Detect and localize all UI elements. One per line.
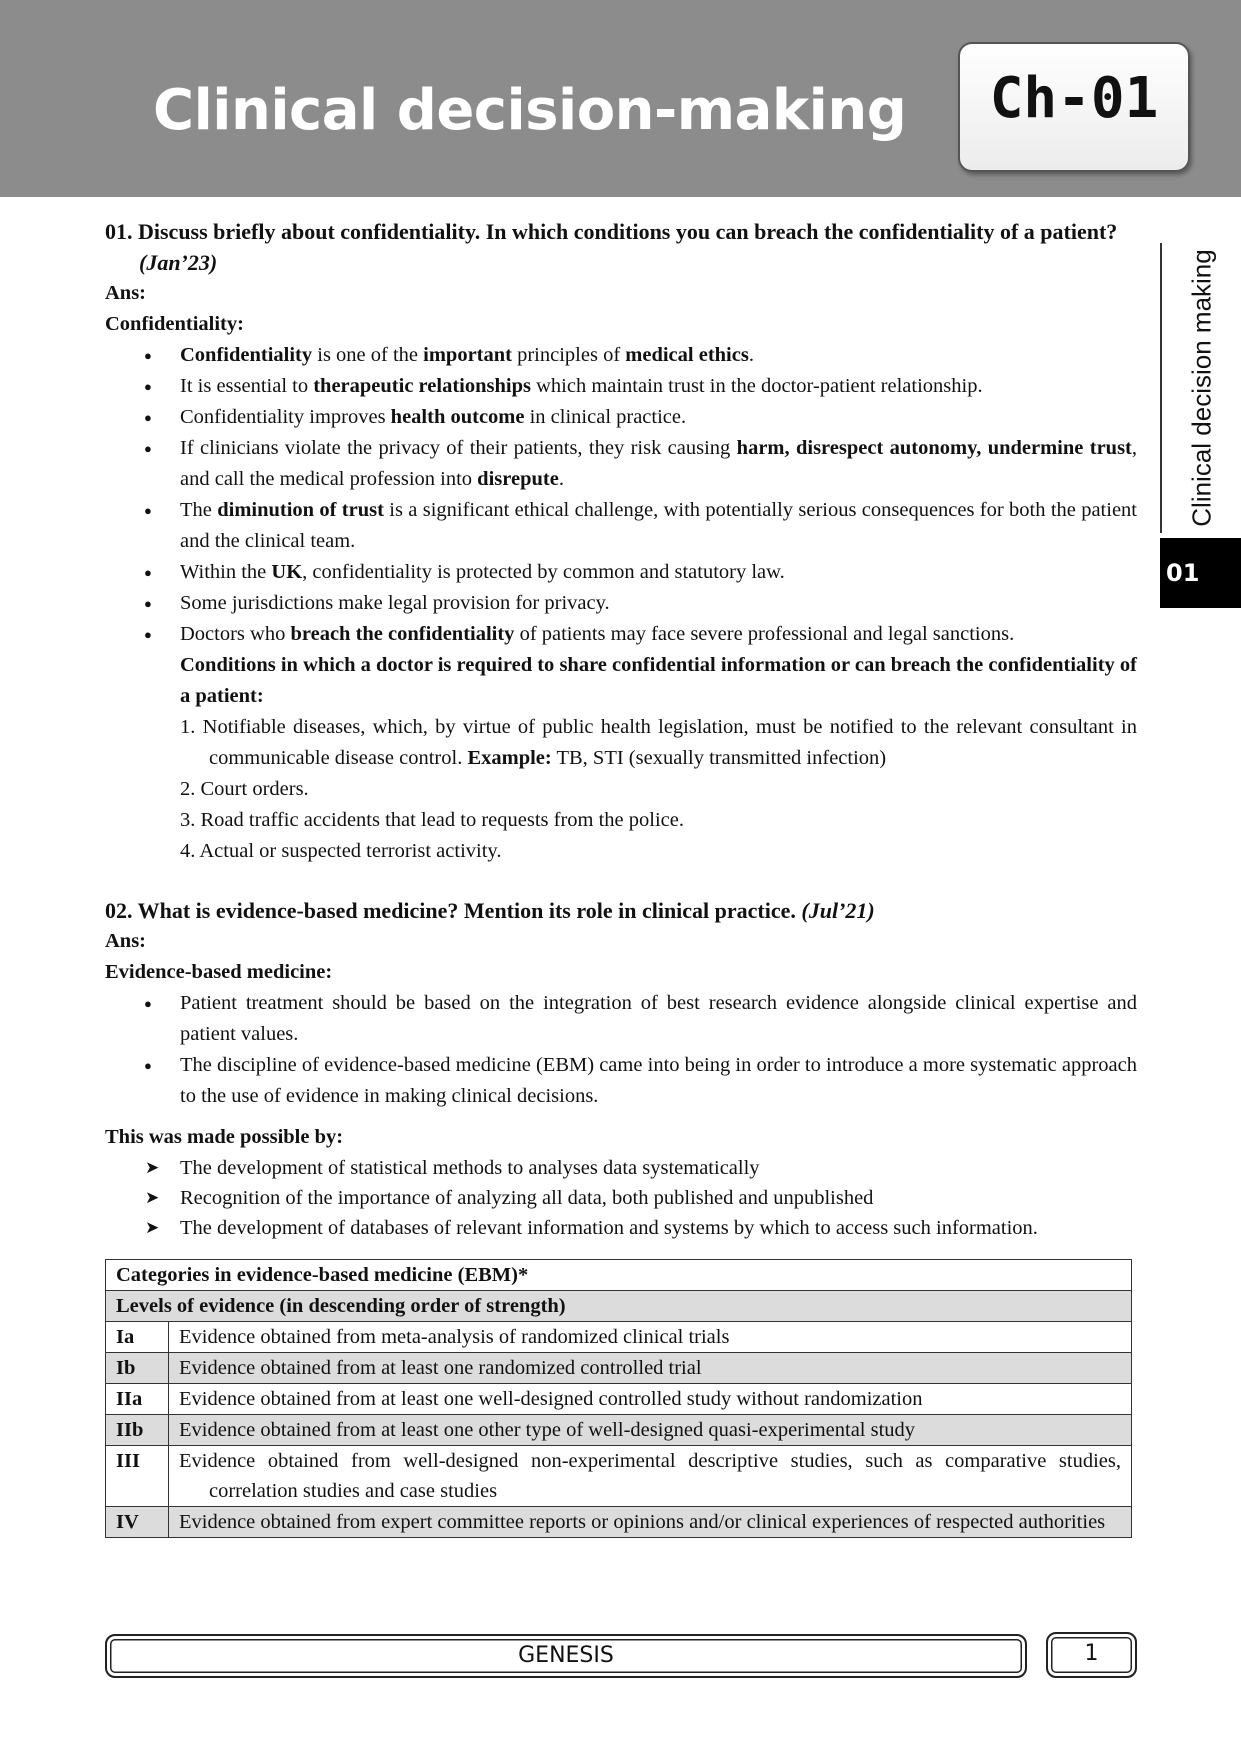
condition-item: 3. Road traffic accidents that lead to requests from the police.: [180, 809, 684, 831]
level-cell: III: [106, 1446, 169, 1507]
chapter-header: [0, 0, 1241, 197]
table-subtitle: Levels of evidence (in descending order of strength): [106, 1291, 1132, 1322]
list-item: ● The discipline of evidence-based medicine (EBM) came into being in order to introduce a more systematic approach to the use of evidence in making clinical decisions.: [105, 1050, 1137, 1112]
table-title-row: [106, 1260, 1132, 1291]
list-item: ● Doctors who breach the confidentiality of patients may face severe professional and legal sanctions.: [105, 619, 1137, 650]
table-row: [106, 1446, 1132, 1507]
table-row: [106, 1507, 1132, 1538]
answer-label-1: Ans:: [105, 282, 147, 304]
level-cell: IIb: [106, 1415, 169, 1446]
list-item: ● If clinicians violate the privacy of their patients, they risk causing harm, disrespect autonomy, undermine trust, and call the medical profession into disrepute.: [105, 433, 1137, 495]
level-cell: IV: [106, 1507, 169, 1538]
side-tab-number: 01: [1160, 538, 1241, 608]
list-item: ● Some jurisdictions make legal provision for privacy.: [105, 588, 1137, 619]
question-2-date: (Jul’21): [801, 898, 875, 923]
chapter-title: Clinical decision-making: [153, 78, 907, 143]
table-title: Categories in evidence-based medicine (EBM)*: [106, 1260, 1132, 1291]
conditions-heading: Conditions in which a doctor is required to share confidential information or can breach the confidentiality of a patient:: [180, 654, 1137, 707]
description-cell: Evidence obtained from meta-analysis of randomized clinical trials: [169, 1322, 1132, 1353]
condition-item: 4. Actual or suspected terrorist activity.: [180, 840, 502, 862]
chapter-number-box: [958, 42, 1190, 172]
table-row: [106, 1353, 1132, 1384]
list-item: ● Patient treatment should be based on the integration of best research evidence alongside clinical expertise and patient values.: [105, 988, 1137, 1050]
description-cell: Evidence obtained from at least one randomized controlled trial: [169, 1353, 1132, 1384]
page-number: 1: [1046, 1632, 1137, 1678]
question-2: 02. What is evidence-based medicine? Mention its role in clinical practice. (Jul’21): [105, 898, 875, 923]
table-subtitle-row: [106, 1291, 1132, 1322]
list-item: ➤ The development of statistical methods to analyses data systematically: [105, 1153, 1137, 1183]
confidentiality-heading: Confidentiality:: [105, 313, 244, 335]
list-item: ● The diminution of trust is a significant ethical challenge, with potentially serious consequences for both the patient and the clinical team.: [105, 495, 1137, 557]
level-cell: Ib: [106, 1353, 169, 1384]
chapter-number: Ch-01: [989, 66, 1159, 131]
list-item: ● Within the UK, confidentiality is protected by common and statutory law.: [105, 557, 1137, 588]
answer-label-2: Ans:: [105, 930, 147, 952]
question-1-date: (Jan’23): [139, 250, 218, 275]
made-possible-list: [105, 1153, 1137, 1243]
table-row: [106, 1322, 1132, 1353]
side-tab-text: Clinical decision making: [1186, 249, 1216, 527]
table-row: [106, 1384, 1132, 1415]
confidentiality-list: [105, 340, 1137, 650]
side-tab-label: [1160, 243, 1241, 533]
table-row: [106, 1415, 1132, 1446]
list-item: ● Confidentiality is one of the important principles of medical ethics.: [105, 340, 1137, 371]
ebm-heading: Evidence-based medicine:: [105, 961, 333, 983]
made-possible-heading: This was made possible by:: [105, 1126, 344, 1148]
page-content: [105, 216, 1137, 1538]
ebm-list: [105, 988, 1137, 1112]
question-1: 01. Discuss briefly about confidentiality. In which conditions you can breach the confidentiality of a patient? (Jan’23): [105, 219, 1118, 275]
description-cell: Evidence obtained from well-designed non-experimental descriptive studies, such as comparative studies, correlation studies and case studies: [169, 1446, 1132, 1507]
list-item: ● Confidentiality improves health outcome in clinical practice.: [105, 402, 1137, 433]
condition-item: 2. Court orders.: [180, 778, 309, 800]
description-cell: Evidence obtained from at least one other type of well-designed quasi-experimental study: [169, 1415, 1132, 1446]
list-item: ● It is essential to therapeutic relationships which maintain trust in the doctor-patient relationship.: [105, 371, 1137, 402]
footer-publisher: GENESIS: [105, 1634, 1027, 1678]
list-item: ➤ Recognition of the importance of analyzing all data, both published and unpublished: [105, 1183, 1137, 1213]
description-cell: Evidence obtained from expert committee reports or opinions and/or clinical experiences of respected authorities: [169, 1507, 1132, 1538]
condition-item: 1. Notifiable diseases, which, by virtue of public health legislation, must be notified to the relevant consultant in communicable disease control. Example: TB, STI (sexually transmitted infection): [180, 716, 1137, 769]
ebm-levels-table: [105, 1259, 1132, 1538]
level-cell: Ia: [106, 1322, 169, 1353]
level-cell: IIa: [106, 1384, 169, 1415]
description-cell: Evidence obtained from at least one well-designed controlled study without randomization: [169, 1384, 1132, 1415]
list-item: ➤ The development of databases of relevant information and systems by which to access such information.: [105, 1213, 1137, 1243]
